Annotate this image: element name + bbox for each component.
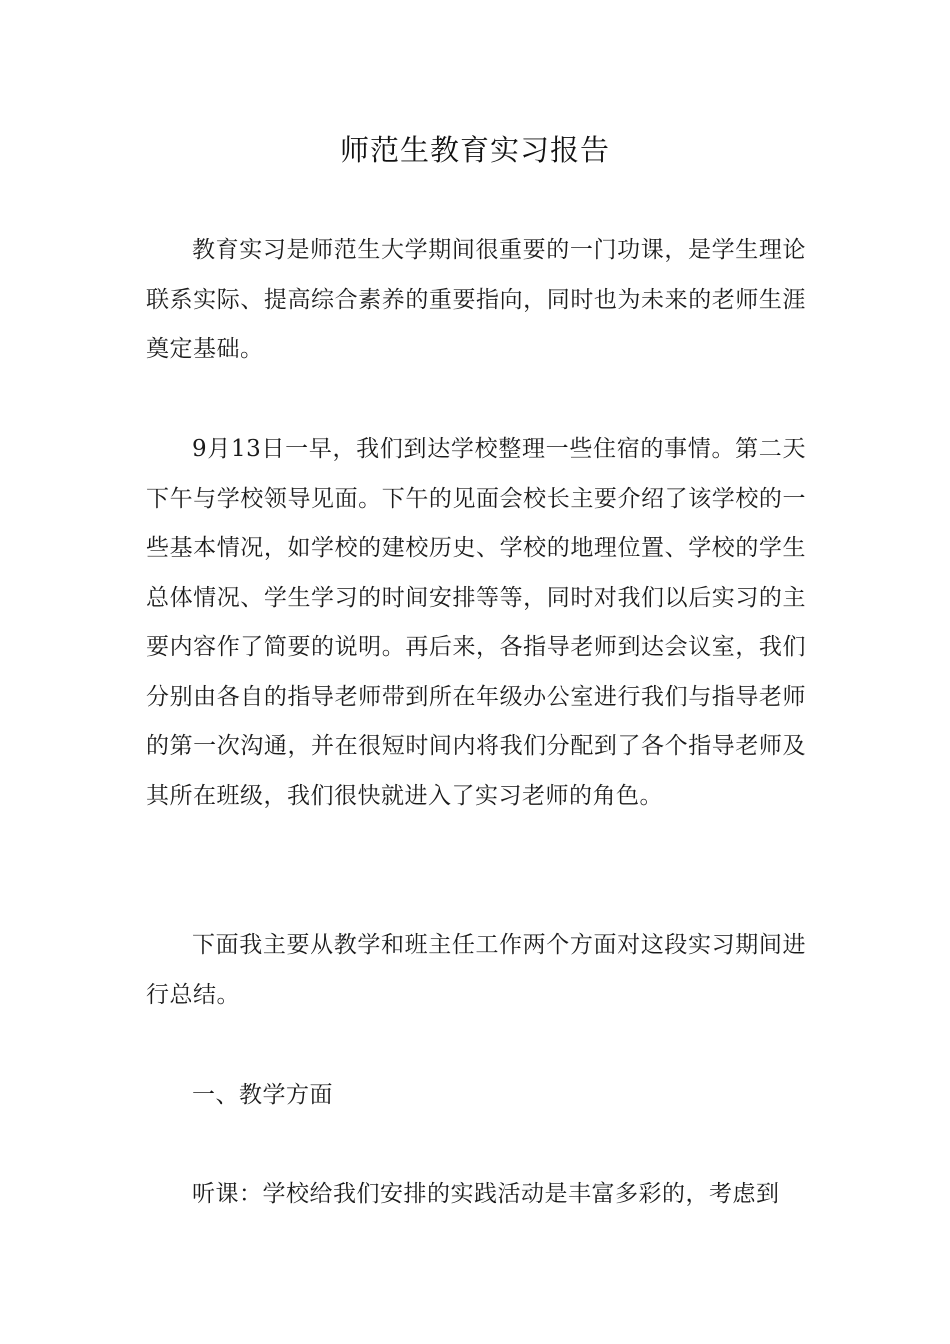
document-title: 师范生教育实习报告: [339, 133, 610, 167]
paragraph-arrival: 9月13日一早，我们到达学校整理一些住宿的事情。第二天下午与学校领导见面。下午的见面会校长主要介绍了该学校的一些基本情况，如学校的建校历史、学校的地理位置、学校的学生总体情况、学生学习的时间安排等等，同时对我们以后实习的主要内容作了简要的说明。再后来，各指导老师到达会议室，我们分别由各自的指导老师带到所在年级办公室进行我们与指导老师的第一次沟通，并在很短时间内将我们分配到了各个指导老师及其所在班级，我们很快就进入了实习老师的角色。: [146, 436, 806, 809]
paragraph-summary-overview: 下面我主要从教学和班主任工作两个方面对这段实习期间进行总结。: [146, 932, 806, 1008]
paragraph-observation: 听课：学校给我们安排的实践活动是丰富多彩的，考虑到: [192, 1181, 780, 1207]
paragraph-intro: 教育实习是师范生大学期间很重要的一门功课，是学生理论联系实际、提高综合素养的重要指向，同时也为未来的老师生涯奠定基础。: [146, 237, 806, 362]
section-heading-teaching: 一、教学方面: [192, 1082, 333, 1108]
